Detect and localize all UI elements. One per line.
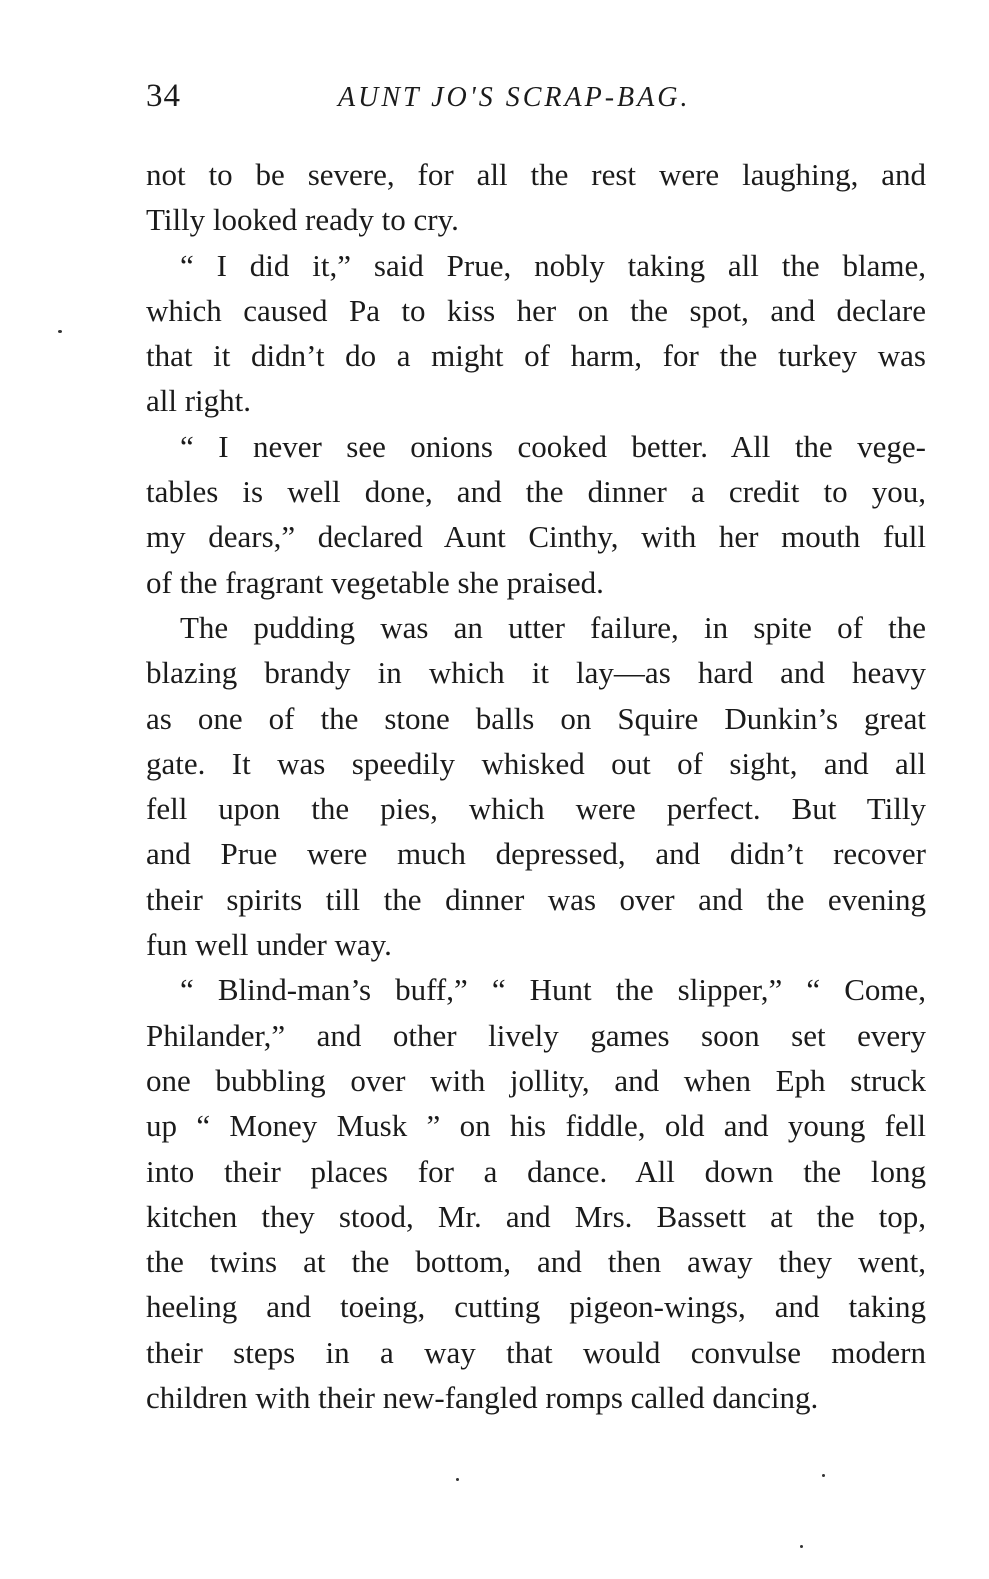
paragraph: [146, 243, 926, 424]
text-line: kitchen they stood, Mr. and Mrs. Bassett at the top,: [146, 1198, 926, 1234]
text-line: their steps in a way that would convulse modern: [146, 1334, 926, 1370]
text-line: Tilly looked ready to cry.: [146, 202, 459, 238]
text-line: into their places for a dance. All down the long: [146, 1153, 926, 1189]
page-number: 34: [146, 78, 181, 114]
body-text: [146, 152, 926, 1420]
text-line: up “ Money Musk ” on his fiddle, old and young fell: [146, 1108, 926, 1144]
text-line: fun well under way.: [146, 927, 392, 963]
text-line: as one of the stone balls on Squire Dunkin’s great: [146, 700, 926, 736]
text-line: gate. It was speedily whisked out of sight, and all: [146, 745, 926, 781]
text-line: not to be severe, for all the rest were laughing, and: [146, 157, 926, 192]
text-line: and Prue were much depressed, and didn’t recover: [146, 836, 926, 872]
text-line: which caused Pa to kiss her on the spot, and declare: [146, 292, 926, 328]
page-header: [146, 76, 936, 120]
text-line: “ Blind-man’s buff,” “ Hunt the slipper,” “ Come,: [180, 972, 926, 1008]
text-line: fell upon the pies, which were perfect. But Tilly: [146, 791, 926, 827]
scan-speck: [58, 330, 62, 333]
text-line: the twins at the bottom, and then away they went,: [146, 1244, 926, 1280]
text-line: all right.: [146, 383, 252, 419]
text-line: “ I never see onions cooked better. All the vege-: [180, 428, 926, 464]
paragraph: [146, 605, 926, 967]
text-line: my dears,” declared Aunt Cinthy, with her mouth full: [146, 519, 926, 555]
text-line: “ I did it,” said Prue, nobly taking all the blame,: [180, 247, 926, 283]
scan-speck: [822, 1474, 825, 1477]
text-line: The pudding was an utter failure, in spite of the: [180, 609, 926, 645]
scan-speck: [456, 1478, 459, 1481]
text-line: children with their new-fangled romps called dancing.: [146, 1380, 819, 1416]
text-line: one bubbling over with jollity, and when Eph struck: [146, 1062, 926, 1098]
running-title: AUNT JO'S SCRAP-BAG.: [338, 82, 691, 113]
paragraph: [146, 152, 926, 243]
text-line: tables is well done, and the dinner a credit to you,: [146, 474, 926, 510]
text-line: Philander,” and other lively games soon set every: [146, 1017, 926, 1053]
text-line: of the fragrant vegetable she praised.: [146, 564, 604, 600]
paragraph: [146, 424, 926, 605]
text-line: that it didn’t do a might of harm, for the turkey was: [146, 338, 926, 374]
scan-speck: [800, 1545, 803, 1548]
text-line: their spirits till the dinner was over and the evening: [146, 881, 926, 917]
paragraph: [146, 967, 926, 1420]
text-line: blazing brandy in which it lay—as hard and heavy: [146, 655, 926, 691]
text-line: heeling and toeing, cutting pigeon-wings, and taking: [146, 1289, 926, 1325]
